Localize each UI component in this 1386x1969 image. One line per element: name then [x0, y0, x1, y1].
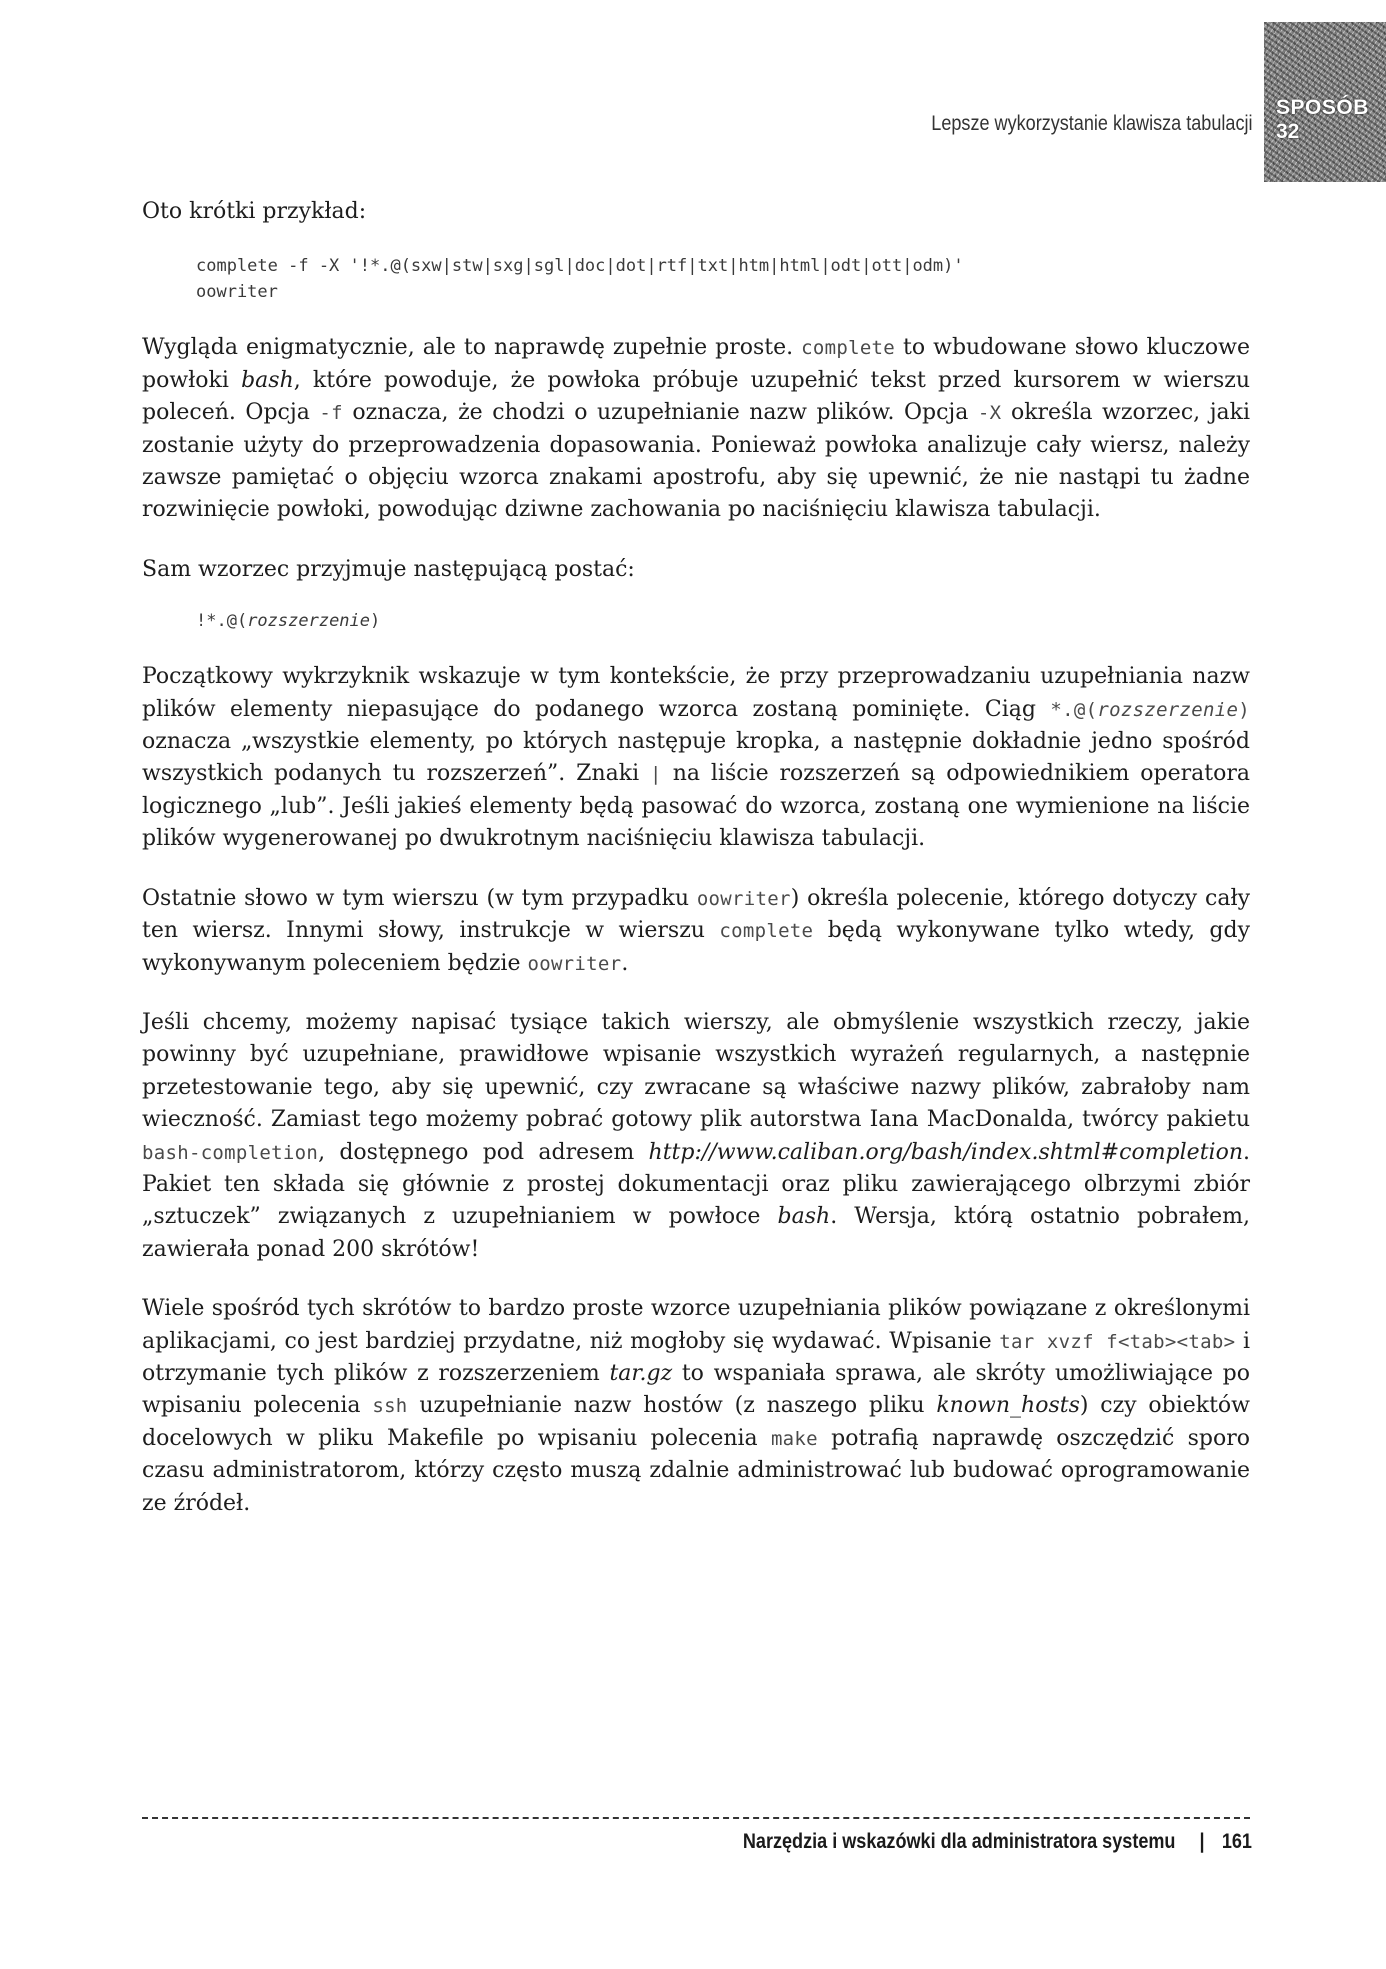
section-tab — [1264, 22, 1386, 182]
paragraph-explanation: Wygląda enigmatycznie, ale to naprawdę zupełnie proste. complete to wbudowane słowo kluczowe powłoki bash, które powoduje, że powłoka próbuje uzupełnić tekst przed kursorem w wierszu poleceń. Opcja -f oznacza, że chodzi o uzupełnianie nazw plików. Opcja -X określa wzorzec, jaki zostanie użyty do przeprowadzenia dopasowania. Ponieważ powłoka analizuje cały wiersz, należy zawsze pamiętać o objęciu wzorca znakami apostrofu, aby się upewnić, że nie nastąpi tu żadne rozwinięcie powłoki, powodując dziwne zachowania po naciśnięciu klawisza tabulacji. — [142, 335, 1251, 523]
code-block-complete — [196, 253, 1250, 305]
footer-separator: | — [1199, 1830, 1205, 1853]
page-footer — [743, 1830, 1252, 1854]
code-block-pattern: !*.@(rozszerzenie) — [196, 611, 381, 632]
paragraph-last-word: Ostatnie słowo w tym wierszu (w tym przypadku oowriter) określa polecenie, którego dotyczy cały ten wiersz. Innymi słowy, instrukcje w wierszu complete będą wykonywane tylko wtedy, gdy wykonywanym poleceniem będzie oowriter. — [142, 885, 1251, 976]
paragraph-bash-completion: Jeśli chcemy, możemy napisać tysiące takich wierszy, ale obmyślenie wszystkich rzeczy, jakie powinny być uzupełniane, prawidłowe wpisanie wszystkich wyrażeń regularnych, a następnie przetestowanie tego, aby się upewnić, czy zwracane są właściwe nazwy plików, zabrałoby nam wieczność. Zamiast tego możemy pobrać gotowy plik autorstwa Iana MacDonalda, twórcy pakietu bash-completion, dostępnego pod adresem http://www.caliban.org/bash/index.shtml#completion. Pakiet ten składa się głównie z prostej dokumentacji oraz pliku zawierającego olbrzymi zbiór „sztuczek” związanych z uzupełnianiem w powłoce bash. Wersja, którą ostatnio pobrałem, zawierała ponad 200 skrótów! — [142, 1009, 1250, 1262]
section-tab-number: 32 — [1276, 120, 1300, 143]
paragraph-pattern-explanation: Początkowy wykrzyknik wskazuje w tym kontekście, że przy przeprowadzaniu uzupełniania nazw plików elementy niepasujące do podanego wzorca zostaną pominięte. Ciąg *.@(rozszerzenie) oznacza „wszystkie elementy, po których następuje kropka, a następnie dokładnie jedno spośród wszystkich podanych tu rozszerzeń”. Znaki | na liście rozszerzeń są odpowiednikiem operatora logicznego „lub”. Jeśli jakieś elementy będą pasować do wzorca, zostaną one wymienione na liście plików wygenerowanej po dwukrotnym naciśnięciu klawisza tabulacji. — [142, 664, 1250, 852]
code-line: complete -f -X '!*.@(sxw|stw|sxg|sgl|doc|dot|rtf|txt|htm|html|odt|ott|odm)' — [196, 256, 964, 277]
footer-divider — [142, 1817, 1250, 1819]
paragraph-pattern-intro: Sam wzorzec przyjmuje następującą postać: — [142, 556, 635, 582]
paragraph-intro: Oto krótki przykład: — [142, 199, 367, 224]
code-line: oowriter — [196, 282, 278, 303]
url-link: http://www.caliban.org/bash/index.shtml#completion — [648, 1139, 1243, 1165]
footer-book-title: Narzędzia i wskazówki dla administratora systemu — [742, 1830, 1176, 1853]
running-header-title: Lepsze wykorzystanie klawisza tabulacji — [930, 112, 1252, 135]
page-number: 161 — [1221, 1830, 1252, 1853]
section-tab-label: SPOSÓB — [1276, 96, 1369, 119]
paragraph-shortcuts: Wiele spośród tych skrótów to bardzo proste wzorce uzupełniania plików powiązane z określonymi aplikacjami, co jest bardziej przydatne, niż mogłoby się wydawać. Wpisanie tar xvzf f<tab><tab> i otrzymanie tych plików z rozszerzeniem tar.gz to wspaniała sprawa, ale skróty umożliwiające po wpisaniu polecenia ssh uzupełnianie nazw hostów (z naszego pliku known_hosts) czy obiektów docelowych w pliku Makefile po wpisaniu polecenia make potrafią naprawdę oszczędzić sporo czasu administratorom, którzy często muszą zdalnie administrować lub budować oprogramowanie ze źródeł. — [142, 1296, 1251, 1516]
page-body — [142, 196, 1250, 1520]
